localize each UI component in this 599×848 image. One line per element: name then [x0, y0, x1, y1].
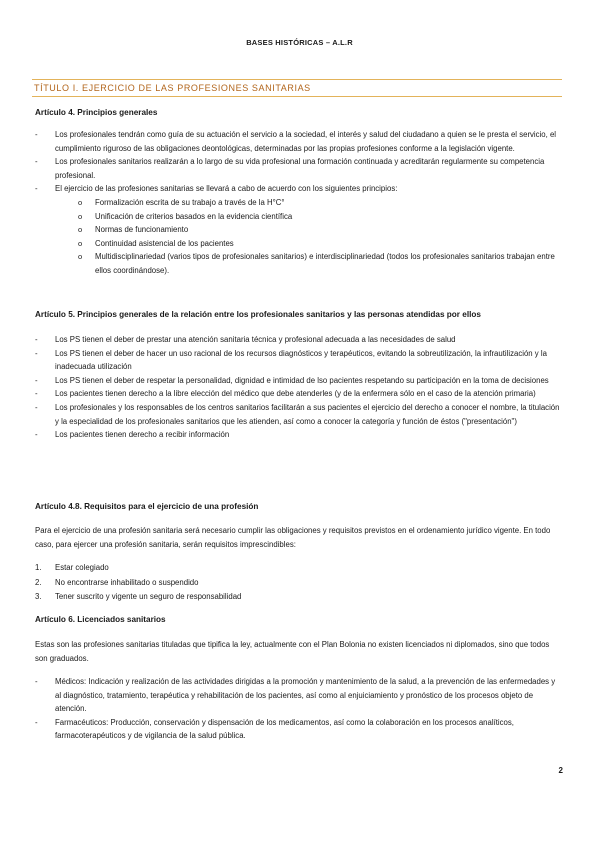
- article-5-heading: Artículo 5. Principios generales de la relación entre los profesionales sanitarios y las personas atendidas por ellos: [35, 310, 481, 319]
- sub-list-item: o Formalización escrita de su trabajo a través de la H°C°: [55, 196, 563, 210]
- article-5-list: [35, 333, 563, 442]
- page-number: 2: [558, 766, 563, 775]
- numbered-item: [35, 561, 563, 576]
- title-box: [32, 79, 562, 97]
- item-number: 2.: [35, 577, 42, 587]
- list-item: - Médicos: Indicación y realización de las actividades dirigidas a la promoción y mantenimiento de la salud, a la prevención de las enfermedades y al diagnóstico, tratamiento, terapéutica y rehabilitación de los pacientes, así como al enjuiciamiento y pronóstico de los procesos objeto de atención.: [35, 675, 563, 716]
- list-item: - Farmacéuticos: Producción, conservación y dispensación de los medicamentos, así como la colaboración en los procesos analíticos, farmacoterapéuticos y de vigilancia de la salud pública.: [35, 716, 563, 743]
- article-4-heading: Artículo 4. Principios generales: [35, 108, 158, 117]
- item-text: No encontrarse inhabilitado o suspendido: [55, 577, 199, 587]
- article-6-list: [35, 675, 563, 743]
- list-item: - Los profesionales sanitarios realizarán a lo largo de su vida profesional una formación continuada y acreditarán regularmente su competencia profesional.: [35, 155, 563, 182]
- numbered-item: [35, 590, 563, 605]
- list-item: [35, 182, 563, 277]
- article-48-list: [35, 561, 563, 605]
- item-text: Estar colegiado: [55, 563, 109, 572]
- sub-list-item: o Continuidad asistencial de los pacientes: [55, 237, 563, 251]
- article-48-intro: Para el ejercicio de una profesión sanitaria será necesario cumplir las obligaciones y requisitos previstos en el ordenamiento jurídico vigente. En todo caso, para ejercer una profesión sanitaria, serán requisitos imprescindibles:: [35, 526, 551, 550]
- sub-list-item: o Multidisciplinariedad (varios tipos de profesionales sanitarios) e interdisciplinariedad (todos los profesionales sanitarios trabajan entre ellos coordinándose).: [55, 250, 563, 277]
- item-number: 1.: [35, 563, 42, 572]
- list-item: - Los PS tienen el deber de respetar la personalidad, dignidad e intimidad de lso pacientes respetando su participación en la toma de decisiones: [35, 374, 563, 388]
- numbered-item: [35, 576, 563, 591]
- list-item: - Los pacientes tienen derecho a recibir información: [35, 428, 563, 442]
- list-item: - Los profesionales y los responsables de los centros sanitarios facilitarán a sus pacientes el ejercicio del derecho a conocer el nombre, la titulación y la especialidad de los profesionales sanitarios que les atienden, así como a conocer la categoría y función de éstos ("presentación"): [35, 401, 563, 428]
- section-title: TÍTULO I. EJERCICIO DE LAS PROFESIONES SANITARIAS: [34, 83, 311, 93]
- item-number: 3.: [35, 592, 42, 602]
- list-item: - Los pacientes tienen derecho a la libre elección del médico que debe atenderles (y de la enfermera sólo en el caso de la atención primaria): [35, 387, 563, 401]
- item-text: Tener suscrito y vigente un seguro de responsabilidad: [55, 592, 242, 602]
- article-4-sublist: [55, 196, 563, 278]
- sub-list-item: o Unificación de criterios basados en la evidencia científica: [55, 210, 563, 224]
- list-item: - Los PS tienen el deber de hacer un uso racional de los recursos diagnósticos y terapéuticos, evitando la sobreutilización, la infrautilización y la inadecuada utilización: [35, 347, 563, 374]
- article-48-heading: Artículo 4.8. Requisitos para el ejercicio de una profesión: [35, 502, 259, 511]
- article-6-heading: Artículo 6. Licenciados sanitarios: [35, 615, 166, 624]
- list-item-text: El ejercicio de las profesiones sanitarias se llevará a cabo de acuerdo con los siguientes principios:: [55, 184, 398, 194]
- running-header: BASES HISTÓRICAS – A.L.R: [246, 38, 353, 47]
- article-6-intro: Estas son las profesiones sanitarias tituladas que tipifica la ley, actualmente con el Plan Bolonia no existen licenciados ni diplomados, sino que todos son graduados.: [35, 640, 550, 664]
- list-item: - Los PS tienen el deber de prestar una atención sanitaria técnica y profesional adecuada a las necesidades de salud: [35, 333, 563, 347]
- article-4-list: [35, 128, 563, 278]
- list-item: - Los profesionales tendrán como guía de su actuación el servicio a la sociedad, el interés y salud del ciudadano a quien se le presta el servicio, el cumplimiento riguroso de las obligaciones deontológicas, determinadas por las propias profesiones conforme a la legislación vigente.: [35, 128, 563, 155]
- sub-list-item: o Normas de funcionamiento: [55, 223, 563, 237]
